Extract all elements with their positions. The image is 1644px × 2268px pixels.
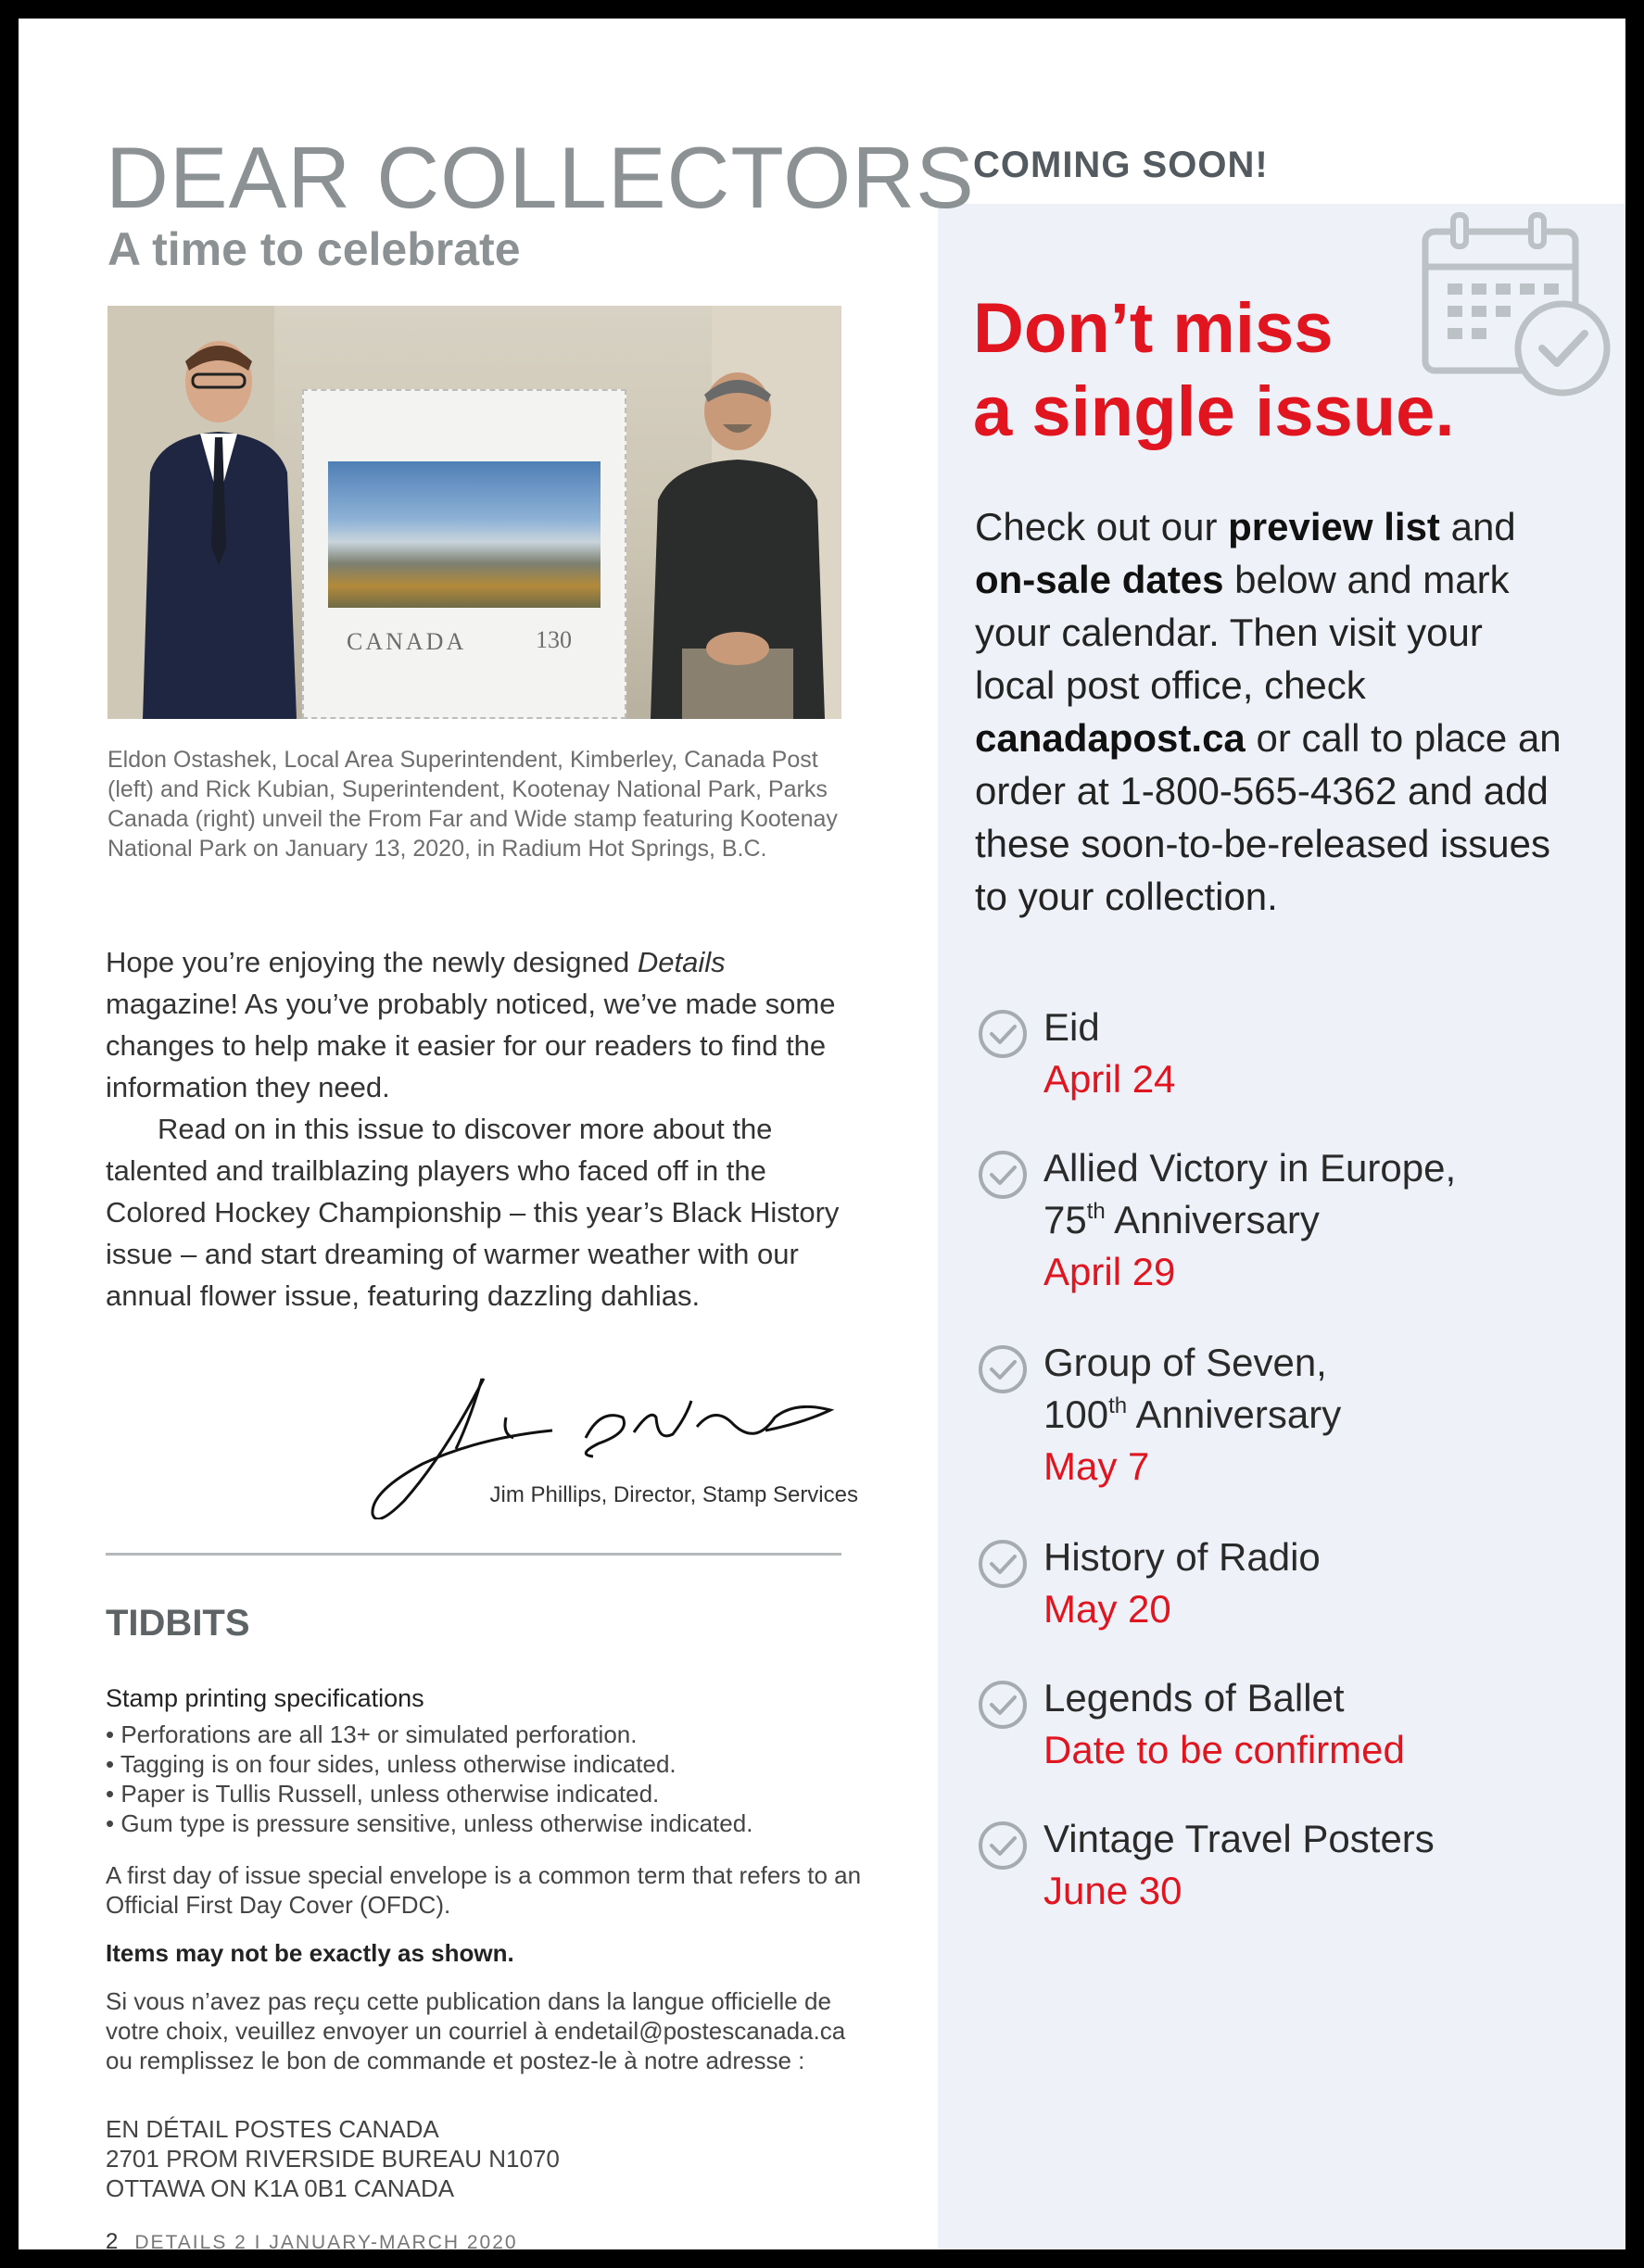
preview-list-text: preview list bbox=[1228, 505, 1440, 548]
list-item: • Perforations are all 13+ or simulated perforation. bbox=[106, 1720, 866, 1749]
list-item: • Tagging is on four sides, unless otherwise indicated. bbox=[106, 1749, 866, 1779]
issue-info: DETAILS 2 I JANUARY-MARCH 2020 bbox=[134, 2232, 518, 2249]
specs-heading: Stamp printing specifications bbox=[106, 1684, 424, 1712]
man-left-figure bbox=[133, 334, 319, 719]
intro-paragraph bbox=[975, 500, 1568, 923]
website-text: canadapost.ca bbox=[975, 716, 1246, 760]
intro-text: below and mark your calendar. Then visit your local post office, check bbox=[975, 558, 1510, 707]
check-circle-icon bbox=[977, 1679, 1029, 1731]
anniversary-word: Anniversary bbox=[1127, 1392, 1342, 1436]
man-right-figure bbox=[645, 371, 830, 719]
letter-paragraph-1 bbox=[106, 941, 847, 1108]
specs-list bbox=[106, 1720, 866, 1838]
mailing-address bbox=[106, 2114, 560, 2203]
issue-name-line-2 bbox=[1043, 1193, 1320, 1247]
issue-date: April 24 bbox=[1043, 1057, 1176, 1101]
list-item: • Paper is Tullis Russell, unless otherwise indicated. bbox=[106, 1779, 866, 1808]
anniversary-word: Anniversary bbox=[1105, 1198, 1320, 1241]
ofdc-note: A first day of issue special envelope is a common term that refers to an Official First Day Cover (OFDC). bbox=[106, 1861, 862, 1919]
page-title: DEAR COLLECTORS bbox=[106, 129, 975, 226]
items-notice: Items may not be exactly as shown. bbox=[106, 1939, 514, 1967]
letter-p1-end: magazine! As you’ve probably noticed, we’ve made some changes to help make it easier for our readers to find the information they need. bbox=[106, 988, 836, 1103]
issue-date: June 30 bbox=[1043, 1869, 1182, 1912]
page bbox=[19, 19, 1625, 2249]
anniversary-number: 100 bbox=[1043, 1392, 1109, 1436]
issue-name: Vintage Travel Posters bbox=[1043, 1817, 1435, 1860]
photo-caption: Eldon Ostashek, Local Area Superintendent, Kimberley, Canada Post (left) and Rick Kubian, Superintendent, Kootenay National Park, Parks Canada (right) unveil the From Far and Wide stamp featuring Kootenay National Park on January 13, 2020, in Radium Hot Springs, B.C. bbox=[107, 747, 838, 862]
headline-line-1: Don’t miss bbox=[973, 289, 1334, 368]
page-subtitle: A time to celebrate bbox=[107, 223, 521, 275]
page-number: 2 bbox=[106, 2229, 119, 2249]
intro-text: and bbox=[1439, 505, 1516, 548]
issue-date: May 20 bbox=[1043, 1587, 1171, 1631]
headline-line-2: a single issue. bbox=[973, 372, 1455, 451]
address-line: 2701 PROM RIVERSIDE BUREAU N1070 bbox=[106, 2145, 560, 2173]
editor-letter bbox=[106, 941, 847, 1317]
stamp-country: CANADA bbox=[347, 628, 467, 655]
issue-name: Eid bbox=[1043, 1005, 1100, 1049]
address-line: EN DÉTAIL POSTES CANADA bbox=[106, 2115, 439, 2143]
check-circle-icon bbox=[977, 1008, 1029, 1060]
check-circle-icon bbox=[977, 1149, 1029, 1201]
issue-date: April 29 bbox=[1043, 1250, 1176, 1293]
intro-text: Check out our bbox=[975, 505, 1229, 548]
list-item: • Gum type is pressure sensitive, unless otherwise indicated. bbox=[106, 1808, 866, 1838]
stamp-mountain-image bbox=[328, 461, 601, 608]
headline bbox=[973, 287, 1455, 454]
page-footer bbox=[106, 2229, 518, 2249]
stamp-value: 130 bbox=[536, 626, 572, 653]
ordinal-suffix: th bbox=[1086, 1199, 1106, 1224]
section-divider bbox=[106, 1553, 841, 1556]
issue-name: Legends of Ballet bbox=[1043, 1676, 1345, 1720]
ordinal-suffix: th bbox=[1108, 1393, 1128, 1418]
letter-paragraph-2: Read on in this issue to discover more about the talented and trailblazing players who faced off in the Colored Hockey Championship – this year’s Black History issue – and start dreaming of warmer weather with our annual flower issue, featuring dazzling dahlias. bbox=[106, 1113, 840, 1312]
on-sale-dates-text: on-sale dates bbox=[975, 558, 1224, 601]
issue-name-line-2 bbox=[1043, 1388, 1341, 1442]
check-circle-icon bbox=[977, 1343, 1029, 1395]
anniversary-number: 75 bbox=[1043, 1198, 1087, 1241]
tidbits-heading: TIDBITS bbox=[106, 1603, 250, 1644]
magazine-name: Details bbox=[637, 946, 726, 978]
unveiling-photo bbox=[107, 306, 841, 719]
coming-soon-heading: COMING SOON! bbox=[973, 145, 1269, 185]
issue-name: Allied Victory in Europe, bbox=[1043, 1146, 1457, 1190]
issue-name: History of Radio bbox=[1043, 1535, 1321, 1579]
issue-name: Group of Seven, bbox=[1043, 1341, 1327, 1384]
check-circle-icon bbox=[977, 1538, 1029, 1590]
signature-caption: Jim Phillips, Director, Stamp Services bbox=[489, 1482, 858, 1507]
intro-text: or call to place an order at 1-800-565-4362 and add these soon-to-be-released issues to your collection. bbox=[975, 716, 1562, 918]
issue-date: May 7 bbox=[1043, 1444, 1150, 1488]
check-circle-icon bbox=[977, 1820, 1029, 1871]
issue-date: Date to be confirmed bbox=[1043, 1728, 1405, 1771]
letter-p1-start: Hope you’re enjoying the newly designed bbox=[106, 946, 638, 978]
french-notice: Si vous n’avez pas reçu cette publication dans la langue officielle de votre choix, veuillez envoyer un courriel à endetail@postescanada.ca ou remplissez le bon de commande et postez-le à notre adresse : bbox=[106, 1987, 846, 2074]
address-line: OTTAWA ON K1A 0B1 CANADA bbox=[106, 2174, 455, 2202]
